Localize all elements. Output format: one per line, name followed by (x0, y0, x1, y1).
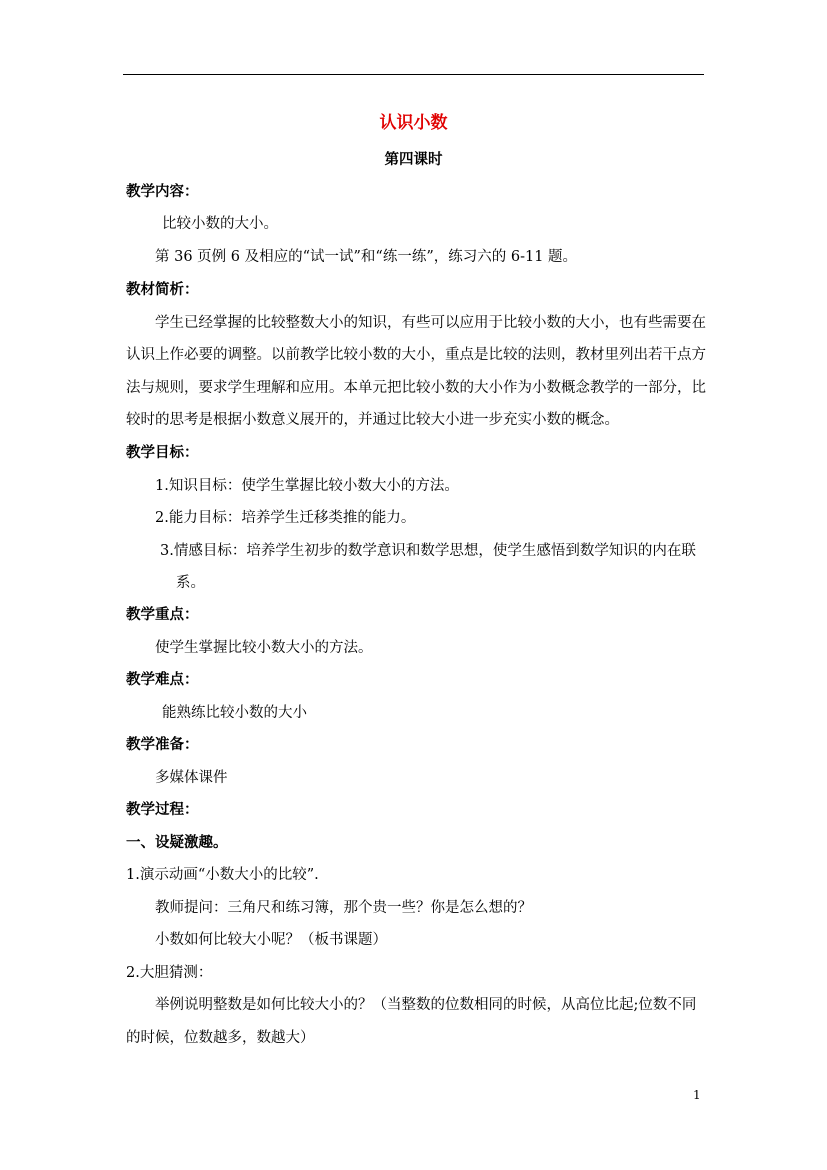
preparation-line: 多媒体课件 (155, 770, 228, 786)
goal-line-3: 3.情感目标：培养学生初步的数学意识和数学思想，使学生感悟到数学知识的内在联 (160, 543, 696, 559)
content-line-1: 比较小数的大小。 (162, 216, 278, 232)
analysis-line-2: 认识上作必要的调整。以前教学比较小数的大小，重点是比较的法则，教材里列出若干点方 (126, 347, 706, 363)
analysis-line-1: 学生已经掌握的比较整数大小的知识，有些可以应用于比较小数的大小，也有些需要在 (155, 315, 706, 331)
goals-heading: 教学目标： (126, 444, 199, 461)
analysis-line-4: 较时的思考是根据小数意义展开的，并通过比较大小进一步充实小数的概念。 (126, 412, 619, 428)
process-line-4: 2.大胆猜测： (126, 965, 213, 981)
process-line-1: 1.演示动画“小数大小的比较”. (126, 867, 319, 883)
preparation-heading: 教学准备： (126, 736, 199, 753)
lesson-subtitle: 第四课时 (384, 151, 443, 168)
content-line-2: 第 36 页例 6 及相应的“试一试”和“练一练”，练习六的 6-11 题。 (155, 249, 578, 265)
difficulty-line: 能熟练比较小数的大小 (162, 705, 307, 721)
process-line-2: 教师提问：三角尺和练习簿，那个贵一些？你是怎么想的？ (155, 900, 532, 916)
part-one-heading: 一、设疑激趣。 (126, 834, 228, 851)
key-point-heading: 教学重点： (126, 606, 199, 623)
key-point-line: 使学生掌握比较小数大小的方法。 (155, 640, 373, 656)
page-number: 1 (693, 1088, 701, 1102)
process-line-6: 的时候，位数越多，数越大） (126, 1030, 315, 1046)
analysis-heading: 教材简析： (126, 281, 199, 298)
process-heading: 教学过程： (126, 801, 199, 818)
difficulty-heading: 教学难点： (126, 671, 199, 688)
document-title: 认识小数 (379, 113, 448, 133)
process-line-5: 举例说明整数是如何比较大小的？（当整数的位数相同的时候，从高位比起;位数不同 (155, 997, 697, 1013)
analysis-line-3: 法与规则，要求学生理解和应用。本单元把比较小数的大小作为小数概念教学的一部分，比 (126, 380, 706, 396)
content-heading: 教学内容： (126, 183, 199, 200)
header-rule (123, 74, 704, 75)
goal-line-1: 1.知识目标：使学生掌握比较小数大小的方法。 (155, 478, 459, 494)
goal-line-2: 2.能力目标：培养学生迁移类推的能力。 (155, 510, 416, 526)
process-line-3: 小数如何比较大小呢？（板书课题） (155, 932, 387, 948)
goal-line-3-cont: 系。 (176, 575, 205, 591)
